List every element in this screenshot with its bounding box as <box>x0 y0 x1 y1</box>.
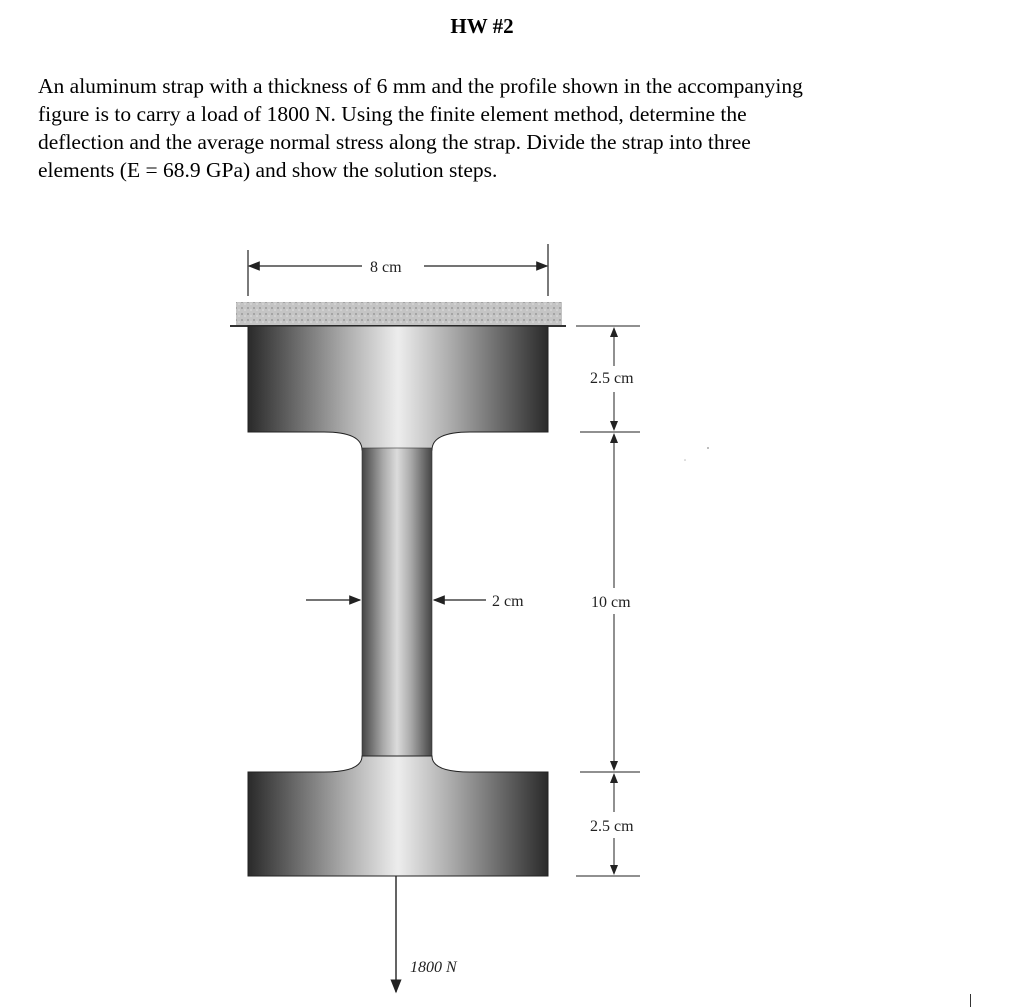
corner-mark <box>970 994 971 1007</box>
page-title: HW #2 <box>450 14 514 38</box>
problem-line: An aluminum strap with a thickness of 6 mm and the profile shown in the accompanying <box>38 74 803 98</box>
top-flange-label: 2.5 cm <box>590 370 634 387</box>
strap-neck <box>362 448 432 778</box>
problem-line: figure is to carry a load of 1800 N. Using the finite element method, determine the <box>38 102 747 126</box>
support-wall <box>236 302 562 326</box>
neck-width-label: 2 cm <box>492 593 524 610</box>
problem-line: deflection and the average normal stress along the strap. Divide the strap into three <box>38 130 751 154</box>
bottom-flange-label: 2.5 cm <box>590 818 634 835</box>
stray-mark <box>684 459 686 461</box>
problem-line: elements (E = 68.9 GPa) and show the solution steps. <box>38 158 498 182</box>
stray-mark <box>707 447 709 449</box>
top-flange <box>248 326 548 450</box>
bottom-flange <box>248 756 548 876</box>
neck-length-label: 10 cm <box>591 594 631 611</box>
width-label: 8 cm <box>370 259 402 276</box>
load-label: 1800 N <box>410 959 457 976</box>
